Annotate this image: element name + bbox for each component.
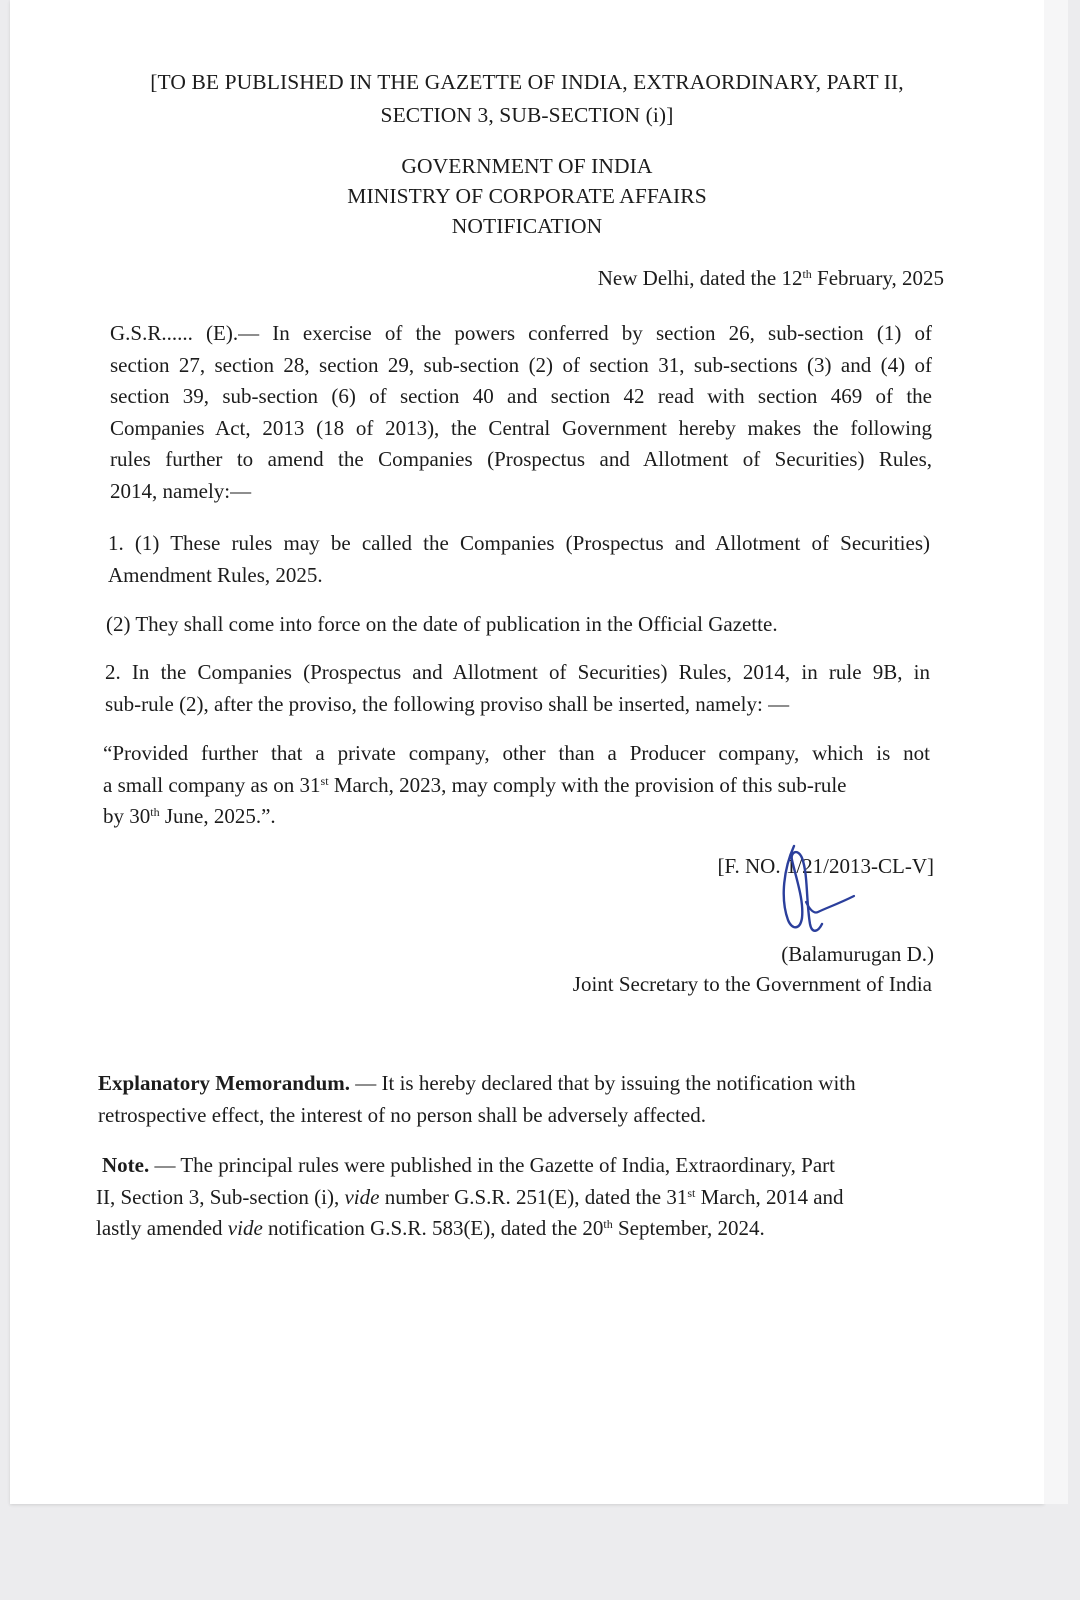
rule-2-line: sub-rule (2), after the proviso, the following proviso shall be inserted, namely: — — [105, 691, 790, 716]
memorandum-line-1: Explanatory Memorandum. — It is hereby declared that by issuing the notification with — [98, 1071, 856, 1095]
preamble-line: section 27, section 28, section 29, sub-section (2) of section 31, sub-sections (3) and (4) of — [110, 352, 932, 377]
note-heading: Note. — [102, 1153, 150, 1177]
gazette-line-2: SECTION 3, SUB-SECTION (i)] — [380, 103, 674, 127]
rule-2-paragraph — [105, 657, 930, 720]
document-page — [10, 0, 1044, 1504]
dateline-month-year: February, 2025 — [817, 266, 944, 290]
note-line-2: II, Section 3, Sub-section (i), vide number G.S.R. 251(E), dated the 31st March, 2014 and — [96, 1184, 844, 1209]
rule-1-paragraph — [108, 528, 930, 591]
page-edge — [1044, 0, 1068, 1504]
preamble-line: G.S.R...... (E).— In exercise of the powers conferred by section 26, sub-section (1) of — [110, 321, 932, 345]
dateline — [598, 266, 944, 291]
proviso-paragraph — [103, 738, 930, 833]
note-paragraph — [96, 1150, 928, 1245]
proviso-line-3: by 30th June, 2025.”. — [103, 804, 276, 828]
rule-1-2-paragraph: (2) They shall come into force on the date of publication in the Official Gazette. — [106, 612, 778, 636]
rule-2-line: 2. In the Companies (Prospectus and Allotment of Securities) Rules, 2014, in rule 9B, in — [105, 660, 930, 684]
rule-1-line: Amendment Rules, 2025. — [108, 562, 323, 587]
ministry-heading: MINISTRY OF CORPORATE AFFAIRS — [347, 184, 707, 208]
signatory-designation: Joint Secretary to the Government of India — [572, 972, 932, 996]
preamble-line: 2014, namely:— — [110, 478, 252, 503]
gazette-line-1: [TO BE PUBLISHED IN THE GAZETTE OF INDIA, EXTRAORDINARY, PART II, — [150, 70, 904, 94]
proviso-line-2: a small company as on 31st March, 2023, may comply with the provision of this sub-rule — [103, 772, 847, 797]
dateline-day-suffix: th — [802, 267, 812, 281]
notification-heading: NOTIFICATION — [451, 214, 603, 238]
dateline-prefix: New Delhi, dated the — [597, 266, 777, 290]
memorandum-heading: Explanatory Memorandum. — [98, 1071, 350, 1095]
note-line-3: lastly amended vide notification G.S.R. 583(E), dated the 20th September, 2024. — [96, 1216, 765, 1240]
memorandum-line-2: retrospective effect, the interest of no person shall be adversely affected. — [98, 1102, 706, 1127]
file-number: [F. NO. 1/21/2013-CL-V] — [717, 854, 934, 878]
note-line-1: Note. — The principal rules were published in the Gazette of India, Extraordinary, Part — [102, 1153, 836, 1177]
rule-1-line: 1. (1) These rules may be called the Companies (Prospectus and Allotment of Securities) — [108, 531, 930, 555]
memorandum-paragraph — [98, 1068, 928, 1131]
proviso-line-1: “Provided further that a private company, other than a Producer company, which is not — [103, 741, 930, 765]
preamble-line: section 39, sub-section (6) of section 40 and section 42 read with section 469 of the — [110, 384, 932, 408]
signatory-name: (Balamurugan D.) — [781, 942, 934, 966]
handwritten-signature — [766, 838, 866, 958]
dateline-day: 12 — [781, 266, 803, 290]
preamble-paragraph — [110, 318, 932, 507]
preamble-line: Companies Act, 2013 (18 of 2013), the Central Government hereby makes the following — [110, 415, 932, 440]
government-heading: GOVERNMENT OF INDIA — [401, 154, 653, 178]
preamble-line: rules further to amend the Companies (Prospectus and Allotment of Securities) Rules, — [110, 447, 932, 471]
